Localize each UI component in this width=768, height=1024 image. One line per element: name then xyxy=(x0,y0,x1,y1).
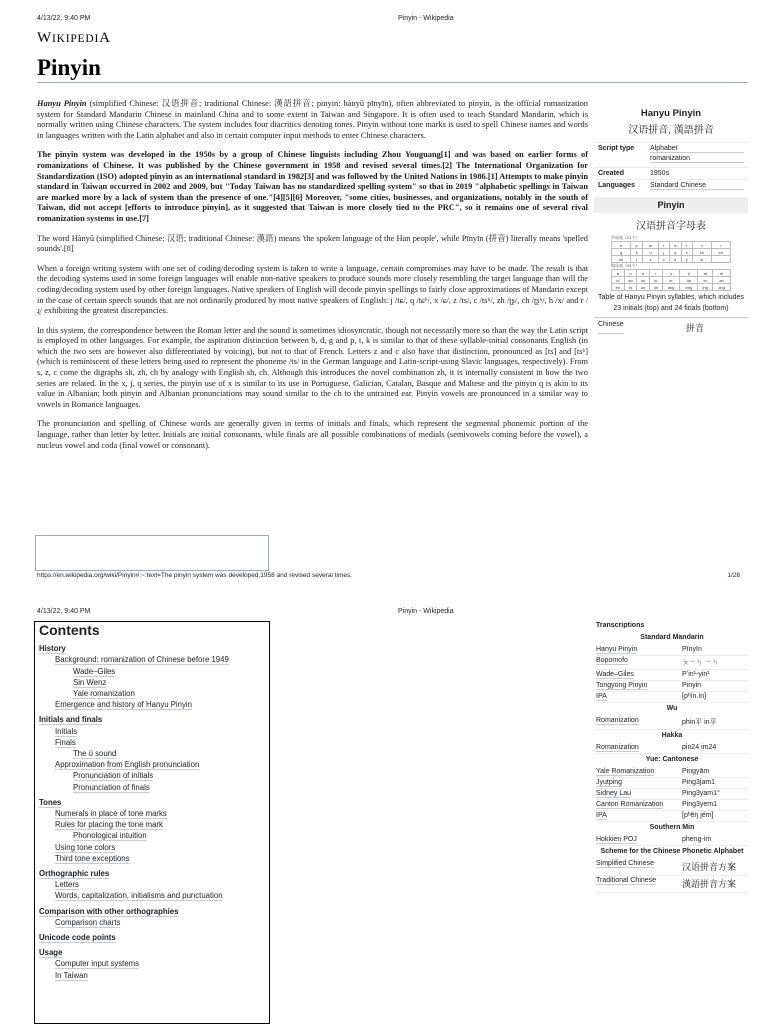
transcription-value: Pingyām xyxy=(682,768,710,775)
syllable-cell: sh xyxy=(612,256,631,263)
initials-caption: 声母表（21个） xyxy=(611,235,640,240)
infobox-pinyin-heading: Pinyin xyxy=(594,197,748,213)
contents-link[interactable]: Comparison with other orthographies xyxy=(39,906,179,916)
syllable-cell: eng xyxy=(680,284,698,291)
transcription-value: Ping3yam1° xyxy=(682,790,720,797)
initials-table xyxy=(611,241,731,263)
contents-item xyxy=(39,737,265,748)
wordmark-ikipedi: IKIPEDI xyxy=(51,33,100,45)
syllable-cell: x xyxy=(681,249,692,256)
contents-item xyxy=(39,677,265,688)
contents-link[interactable]: Words, capitalization, initialisms and punctuation xyxy=(55,891,223,901)
syllable-cell: k xyxy=(631,249,643,256)
syllable-cell: ou xyxy=(637,277,650,284)
transcription-value: Pīnyīn xyxy=(682,646,702,653)
syllable-cell: ao xyxy=(624,277,637,284)
syllable-cell: u xyxy=(662,270,680,277)
contents-item xyxy=(39,932,265,943)
syllable-cell: en xyxy=(612,284,625,291)
infobox-chinese-row xyxy=(594,317,748,336)
contents-item xyxy=(39,797,265,808)
syllable-table-caption: Table of Hanyu Pinyin syllables, which includes 23 initials (top) and 24 finals (bottom) xyxy=(598,294,744,312)
contents-link[interactable]: Emergence and history of Hanyu Pinyin xyxy=(55,700,192,710)
contents-item xyxy=(39,666,265,677)
paragraph-intro xyxy=(37,99,588,141)
syllable-cell: e xyxy=(637,270,650,277)
transcription-system-link[interactable]: Sidney Lau xyxy=(596,790,632,797)
infobox-key: Languages xyxy=(598,182,635,189)
syllable-cell: p xyxy=(631,242,643,249)
contents-item xyxy=(39,947,265,958)
transcription-system-link[interactable]: Bopomofo xyxy=(596,657,628,664)
contents-link[interactable]: History xyxy=(39,644,66,654)
infobox-link[interactable]: romanization xyxy=(650,155,744,163)
syllable-cell: b xyxy=(612,242,631,249)
contents-item xyxy=(39,842,265,853)
contents-link[interactable]: Pronunciation of finals xyxy=(73,782,150,792)
transcription-system-link[interactable]: Hanyu Pinyin xyxy=(596,646,638,653)
transcription-system-link[interactable]: Canton Romanization xyxy=(596,801,664,808)
infobox-key: Script type xyxy=(598,145,635,152)
transcription-row xyxy=(596,645,748,656)
syllable-cell: n xyxy=(692,242,711,249)
print-date: 4/13/22, 9:40 PM xyxy=(37,608,91,615)
transcription-row xyxy=(596,876,748,893)
contents-link[interactable]: Using tone colors xyxy=(55,842,116,852)
contents-item xyxy=(39,808,265,819)
contents-link[interactable]: Letters xyxy=(55,880,79,890)
article-body xyxy=(37,99,588,460)
syllable-table-image[interactable] xyxy=(611,235,731,291)
contents-item xyxy=(39,748,265,759)
contents-link[interactable]: Third tone exceptions xyxy=(55,853,130,863)
contents-link[interactable]: Phonological intuition xyxy=(73,831,147,841)
transcription-system-link[interactable]: Wade–Giles xyxy=(596,671,634,678)
transcription-system-link[interactable]: Tongyong Pinyin xyxy=(596,682,648,689)
transcriptions-title: Transcriptions xyxy=(596,622,645,629)
transcription-system-link[interactable]: Yale Romanization xyxy=(596,768,655,775)
print-page-title: Pinyin - Wikipedia xyxy=(398,15,454,22)
syllable-row xyxy=(612,242,731,249)
syllable-cell: g xyxy=(612,249,631,256)
syllable-cell: iu xyxy=(649,277,662,284)
transcription-row xyxy=(596,811,748,822)
transcription-value: Pinyin xyxy=(682,682,702,689)
contents-item xyxy=(39,688,265,699)
syllable-cell: z xyxy=(642,256,658,263)
contents-list xyxy=(39,643,265,981)
syllable-cell: q xyxy=(669,249,681,256)
contents-item xyxy=(39,917,265,928)
syllable-cell: un xyxy=(637,284,650,291)
contents-link[interactable]: Pronunciation of initials xyxy=(73,771,154,781)
syllable-cell: ün xyxy=(649,284,662,291)
transcription-row xyxy=(596,789,748,800)
contents-link[interactable]: Computer input systems xyxy=(55,959,140,969)
contents-item xyxy=(39,643,265,654)
transcription-value: pin24 im24 xyxy=(682,744,717,751)
transcription-system-link[interactable]: Simplified Chinese xyxy=(596,860,654,867)
transcriptions-box xyxy=(596,622,748,893)
transcription-system-link[interactable]: IPA xyxy=(596,693,607,700)
syllable-cell: t xyxy=(681,242,692,249)
syllable-row xyxy=(612,256,731,263)
syllable-cell: h xyxy=(642,249,658,256)
infobox-key: Created xyxy=(598,170,625,177)
infobox-pinyin-hanzi: 汉语拼音字母表 xyxy=(636,221,706,232)
finals-table xyxy=(611,269,731,291)
contents-item xyxy=(39,958,265,969)
contents-title: Contents xyxy=(39,622,100,638)
syllable-cell: y xyxy=(681,256,692,263)
syllable-cell: r xyxy=(631,256,643,263)
transcription-value: ㄆㄧㄣ ㄧㄣ xyxy=(682,659,719,666)
syllable-cell: ai xyxy=(698,270,713,277)
syllable-cell xyxy=(711,256,730,263)
print-date: 4/13/22, 9:40 PM xyxy=(37,15,91,22)
print-url: https://en.wikipedia.org/wiki/Pinyin#:~:text=The pinyin system was developed,1958 and revised several times. xyxy=(37,572,353,579)
lead-term: Hanyu Pinyin xyxy=(37,99,87,108)
transcription-row xyxy=(596,778,748,789)
transcription-row xyxy=(596,743,748,754)
wordmark-w: W xyxy=(37,30,52,46)
contents-link[interactable]: Rules for placing the tone mark xyxy=(55,820,163,830)
title-divider xyxy=(37,82,748,83)
syllable-cell: ie xyxy=(662,277,680,284)
transcription-system-link[interactable]: Jyutping xyxy=(596,779,623,786)
transcription-system-link[interactable]: Romanization xyxy=(596,717,639,724)
syllable-cell: ing xyxy=(698,284,713,291)
syllable-row xyxy=(612,270,731,277)
infobox-row-script-type xyxy=(594,142,748,167)
paragraph-text: (simplified Chinese: 汉语拼音; traditional Chinese: 漢語拼音; pinyin: hànyǔ pīnyīn), often abbreviated to pinyin, is the official romanization system for Standard Mandarin Chinese in mainland China and to some extent in Taiwan and Singapore. It is often used to teach Standard Mandarin, which is normally written using Chinese characters. The system includes four diacritics denoting tones. Pinyin without tone marks is used to spell Chinese names and words in languages written with the Latin alphabet and also in certain computer input methods to enter Chinese characters. xyxy=(37,99,588,140)
wordmark-a: A xyxy=(99,30,111,46)
transcription-row xyxy=(596,800,748,811)
syllable-cell: er xyxy=(698,277,713,284)
infobox-link[interactable]: Standard Chinese xyxy=(650,182,744,190)
transcription-section: Wu xyxy=(666,705,678,712)
chinese-link[interactable]: Chinese xyxy=(598,321,624,334)
contents-link[interactable]: The ü sound xyxy=(73,749,117,759)
infobox-value: 1950s xyxy=(650,170,670,177)
contents-link[interactable]: Initials xyxy=(55,726,78,736)
syllable-cell: üe xyxy=(680,277,698,284)
transcription-section: Southern Min xyxy=(649,824,695,831)
wikipedia-wordmark[interactable] xyxy=(37,30,111,47)
syllable-cell: ü xyxy=(680,270,698,277)
transcription-section: Standard Mandarin xyxy=(640,634,704,641)
chinese-value: 拼音 xyxy=(685,323,704,333)
paragraph-history: The pinyin system was developed in the 1950s by a group of Chinese linguists including Zhou Youguang[1] and was based on earlier forms of romanizations of Chinese. It was published by the Chinese government in 1958 and revised several times.[2] The International Organization for Standardization (ISO) adopted pinyin as an international standard in 1982[3] and was followed by the United Nations in 1986.[1] Attempts to make pinyin standard in Taiwan occurred in 2002 and 2009, but "Today Taiwan has no standardized spelling system" so that in 2019 "alphabetic spellings in Taiwan are marked more by a lack of system than the presence of one."[4][5][6] Moreover, "some cities, businesses, and organizations, notably in the south of Taiwan, did not accept [efforts to introduce pinyin], as it suggested that Taiwan is more closely tied to the PRC", so it remains one of several rival romanization systems in use.[7] xyxy=(37,150,588,223)
syllable-cell: m xyxy=(642,242,658,249)
syllable-cell: d xyxy=(669,242,681,249)
syllable-cell: o xyxy=(624,270,637,277)
transcription-value: Pʻin¹-yin¹ xyxy=(682,671,710,678)
transcription-system-link[interactable]: IPA xyxy=(596,812,607,819)
contents-item xyxy=(39,970,265,981)
contents-link[interactable]: Comparison charts xyxy=(55,917,121,927)
transcription-section: Yue: Cantonese xyxy=(645,756,699,763)
syllable-cell: zh xyxy=(692,249,711,256)
transcriptions-list xyxy=(596,632,748,893)
print-page-title: Pinyin - Wikipedia xyxy=(398,608,454,615)
transcription-system-link[interactable]: Romanization xyxy=(596,744,639,751)
contents-item xyxy=(39,714,265,725)
paragraph-etymology: The word Hànyǔ (simplified Chinese: 汉语; traditional Chinese: 漢語) means 'the spoken language of the Han people', while Pīnyīn (拼音) literally means 'spelled sounds'.[8] xyxy=(37,233,588,254)
contents-link[interactable]: Sin Wenz xyxy=(73,677,107,687)
contents-item xyxy=(39,819,265,830)
contents-item xyxy=(39,890,265,901)
syllable-cell: ang xyxy=(662,284,680,291)
transcription-row xyxy=(596,835,748,846)
contents-link[interactable]: Approximation from English pronunciation xyxy=(55,760,200,770)
contents-link[interactable]: Numerals in place of tone marks xyxy=(55,809,167,819)
infobox-link[interactable]: Alphabet xyxy=(650,145,744,153)
transcription-row xyxy=(596,716,748,730)
contents-link[interactable]: Background: romanization of Chinese before 1949 xyxy=(55,655,229,665)
syllable-cell: ch xyxy=(711,249,730,256)
syllable-cell: an xyxy=(713,277,731,284)
infobox-row-created xyxy=(594,167,748,179)
finals-caption: 韵母表（24个） xyxy=(611,263,640,268)
paragraph-initials-finals: The pronunciation and spelling of Chinese words are generally given in terms of initials and finals, which represent the segmental phonemic portion of the language, rather than letter by letter. Initials are initial consonants, while finals are all possible combinations of medials (semivowels coming before the vowel), a nucleus vowel and coda (final vowel or consonant). xyxy=(37,419,588,450)
syllable-cell: j xyxy=(658,249,669,256)
contents-item xyxy=(39,853,265,864)
syllable-cell: w xyxy=(692,256,711,263)
contents-link[interactable]: Unicode code points xyxy=(39,933,116,943)
contents-link[interactable]: Tones xyxy=(39,797,62,807)
syllable-cell: ong xyxy=(713,284,731,291)
syllable-cell: c xyxy=(658,256,669,263)
transcription-value: Ping3yem1 xyxy=(682,801,718,808)
syllable-row xyxy=(612,249,731,256)
syllable-cell: a xyxy=(612,270,625,277)
contents-item xyxy=(39,868,265,879)
contents-item xyxy=(39,726,265,737)
contents-link[interactable]: Initials and finals xyxy=(39,715,103,725)
syllable-cell: f xyxy=(658,242,669,249)
syllable-cell: i xyxy=(649,270,662,277)
contents-item xyxy=(39,759,265,770)
contents-link[interactable]: Finals xyxy=(55,737,76,747)
transcription-section: Hakka xyxy=(661,732,683,739)
infobox-hanzi: 汉语拼音, 漢語拼音 xyxy=(628,125,714,136)
contents-link[interactable]: Orthographic rules xyxy=(39,869,110,879)
pdf-page-2 xyxy=(0,600,768,1024)
infobox-heading: Hanyu Pinyin xyxy=(640,108,702,119)
transcription-row xyxy=(596,692,748,703)
contents-item xyxy=(39,906,265,917)
empty-box xyxy=(35,535,269,571)
transcription-system-link[interactable]: Hokkien POJ xyxy=(596,836,637,843)
transcription-value: phin平 in平 xyxy=(682,719,717,726)
syllable-cell: l xyxy=(711,242,730,249)
transcription-row xyxy=(596,670,748,681)
syllable-cell: ui xyxy=(612,277,625,284)
syllable-row xyxy=(612,284,731,291)
syllable-cell: ei xyxy=(713,270,731,277)
contents-link[interactable]: Wade–Giles xyxy=(73,666,116,676)
contents-item xyxy=(39,879,265,890)
contents-item xyxy=(39,654,265,665)
transcription-value: pheng-im xyxy=(682,836,712,843)
transcription-row xyxy=(596,681,748,692)
transcription-value: 漢語拼音方案 xyxy=(682,879,737,889)
infobox xyxy=(594,104,748,336)
contents-link[interactable]: Usage xyxy=(39,948,63,958)
contents-link[interactable]: In Taiwan xyxy=(55,970,88,980)
contents-item xyxy=(39,830,265,841)
transcription-value: [pʰēŋ jém] xyxy=(682,812,714,819)
transcription-system-link[interactable]: Traditional Chinese xyxy=(596,877,657,884)
transcription-value: Ping3jam1 xyxy=(682,779,716,786)
infobox-row-languages xyxy=(594,179,748,194)
syllable-cell: in xyxy=(624,284,637,291)
transcription-row xyxy=(596,656,748,670)
transcription-row xyxy=(596,859,748,876)
contents-item xyxy=(39,770,265,781)
syllable-cell: s xyxy=(669,256,681,263)
paragraph-writing-system: When a foreign writing system with one set of coding/decoding system is taken to write a language, certain compromises may have to be made. The result is that the decoding systems used in some foreign languages will enable non-native speakers to produce sounds more closely resembling the target language than will the coding/decoding system used by other foreign languages. Native speakers of English will decode pinyin spellings to fairly close approximations of Mandarin except in the case of certain speech sounds that are not ordinarily produced by most native speakers of English: j /tɕ/, q /tɕʰ/, x /ɕ/, z /ts/, c /tsʰ/, zh /ʈʂ/, ch /ʈʂʰ/, h /x/ and r /ɻ/ exhibiting the greatest discrepancies. xyxy=(37,263,588,316)
contents-item xyxy=(39,782,265,793)
article-title: Pinyin xyxy=(37,55,101,80)
contents-item xyxy=(39,699,265,710)
print-page-number: 1/28 xyxy=(727,572,740,579)
transcription-row xyxy=(596,767,748,778)
paragraph-correspondence: In this system, the correspondence between the Roman letter and the sound is sometimes idiosyncratic, though not necessarily more so than the way the Latin script is employed in other languages. For example, the aspiration distinction between b, d, g and p, t, k is similar to that of these syllable-initial consonants English (in which the two sets are however also differentiated by voicing), but not to that of French. Letters z and c also have that distinction, pronounced as [ts] and [tsʰ] (which is reminiscent of these letters being used to represent the phoneme /ts/ in the German language and Latin-script-using Slavic languages, respectively). From s, z, c come the digraphs sh, zh, ch by analogy with English sh, ch. Although this introduces the novel combination zh, it is internally consistent in how the two series are related. In the x, j, q series, the pinyin use of x is similar to its use in Portuguese, Galician, Catalan, Basque and Maltese and the pinyin q is akin to its value in Albanian; both pinyin and Albanian pronunciations may sound similar to the ch to the untrained ear. Pinyin vowels are pronounced in a similar way to vowels in Romance languages. xyxy=(37,325,588,409)
transcription-section: Scheme for the Chinese Phonetic Alphabet xyxy=(600,848,744,855)
syllable-row xyxy=(612,277,731,284)
transcription-value: [pʰín.ín] xyxy=(682,693,707,700)
transcription-value: 汉语拼音方案 xyxy=(682,862,737,872)
table-of-contents xyxy=(34,621,270,1024)
contents-link[interactable]: Yale romanization xyxy=(73,689,135,699)
